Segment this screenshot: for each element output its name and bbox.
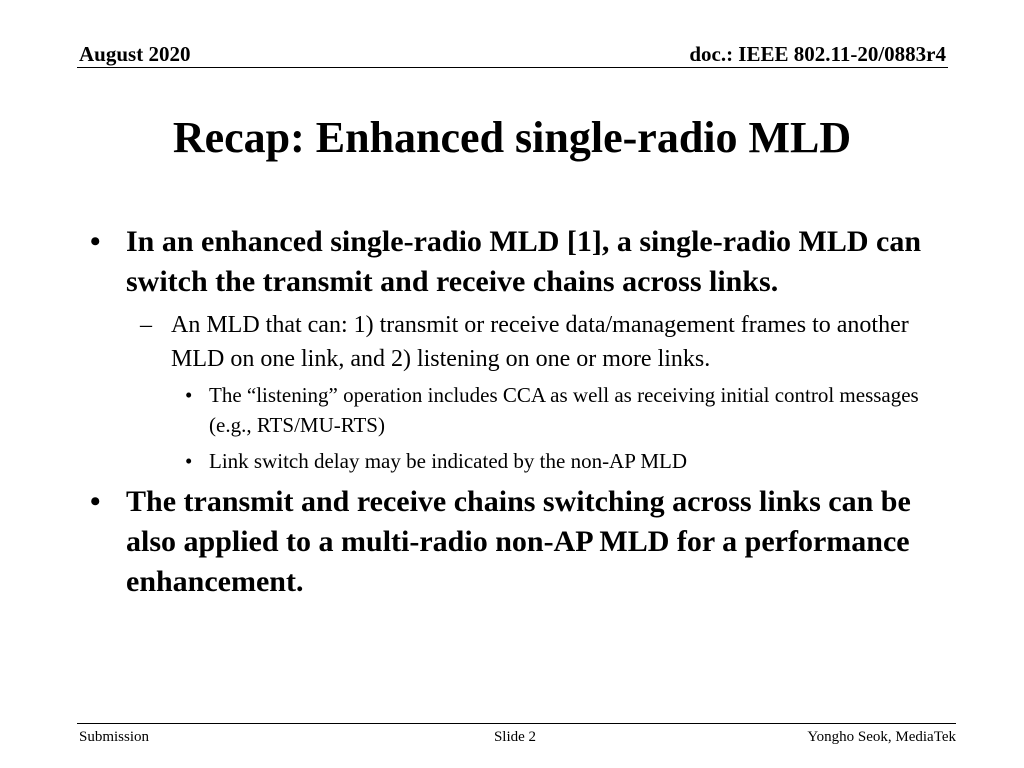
footer-slide-number: Slide 2 xyxy=(493,729,537,745)
bullet-level3-item xyxy=(171,380,950,440)
bullet-text: The “listening” operation includes CCA as well as receiving initial control messages (e.g., RTS/MU-RTS) xyxy=(209,383,919,437)
bullet-text: The transmit and receive chains switching across links can be also applied to a multi-radio non-AP MLD for a performance enhancement. xyxy=(126,485,911,598)
bullet-level2-item xyxy=(126,308,950,376)
bullet-text: In an enhanced single-radio MLD [1], a single-radio MLD can switch the transmit and receive chains across links. xyxy=(126,225,922,298)
slide-title: Recap: Enhanced single-radio MLD xyxy=(172,113,852,162)
bullet-text: Link switch delay may be indicated by the non-AP MLD xyxy=(209,449,688,473)
bullet-level1-item xyxy=(90,482,950,602)
header-date: August 2020 xyxy=(79,42,191,66)
header-doc-id: doc.: IEEE 802.11-20/0883r4 xyxy=(689,42,946,66)
bullet-level3-item xyxy=(171,446,950,476)
bullet-level1-item xyxy=(90,222,950,302)
footer-submission: Submission xyxy=(79,729,150,745)
bullet-text: An MLD that can: 1) transmit or receive data/management frames to another MLD on one link, and 2) listening on one or more links. xyxy=(171,312,909,372)
bullet-marker: • xyxy=(90,485,101,518)
footer-author: Yongho Seok, MediaTek xyxy=(807,729,956,745)
dash-marker: – xyxy=(140,312,152,338)
footer-divider xyxy=(77,723,956,724)
bullet-marker: • xyxy=(185,449,193,473)
bullet-marker: • xyxy=(185,383,193,407)
bullet-marker: • xyxy=(90,225,101,258)
slide-body xyxy=(90,222,950,608)
header-divider xyxy=(77,67,948,68)
